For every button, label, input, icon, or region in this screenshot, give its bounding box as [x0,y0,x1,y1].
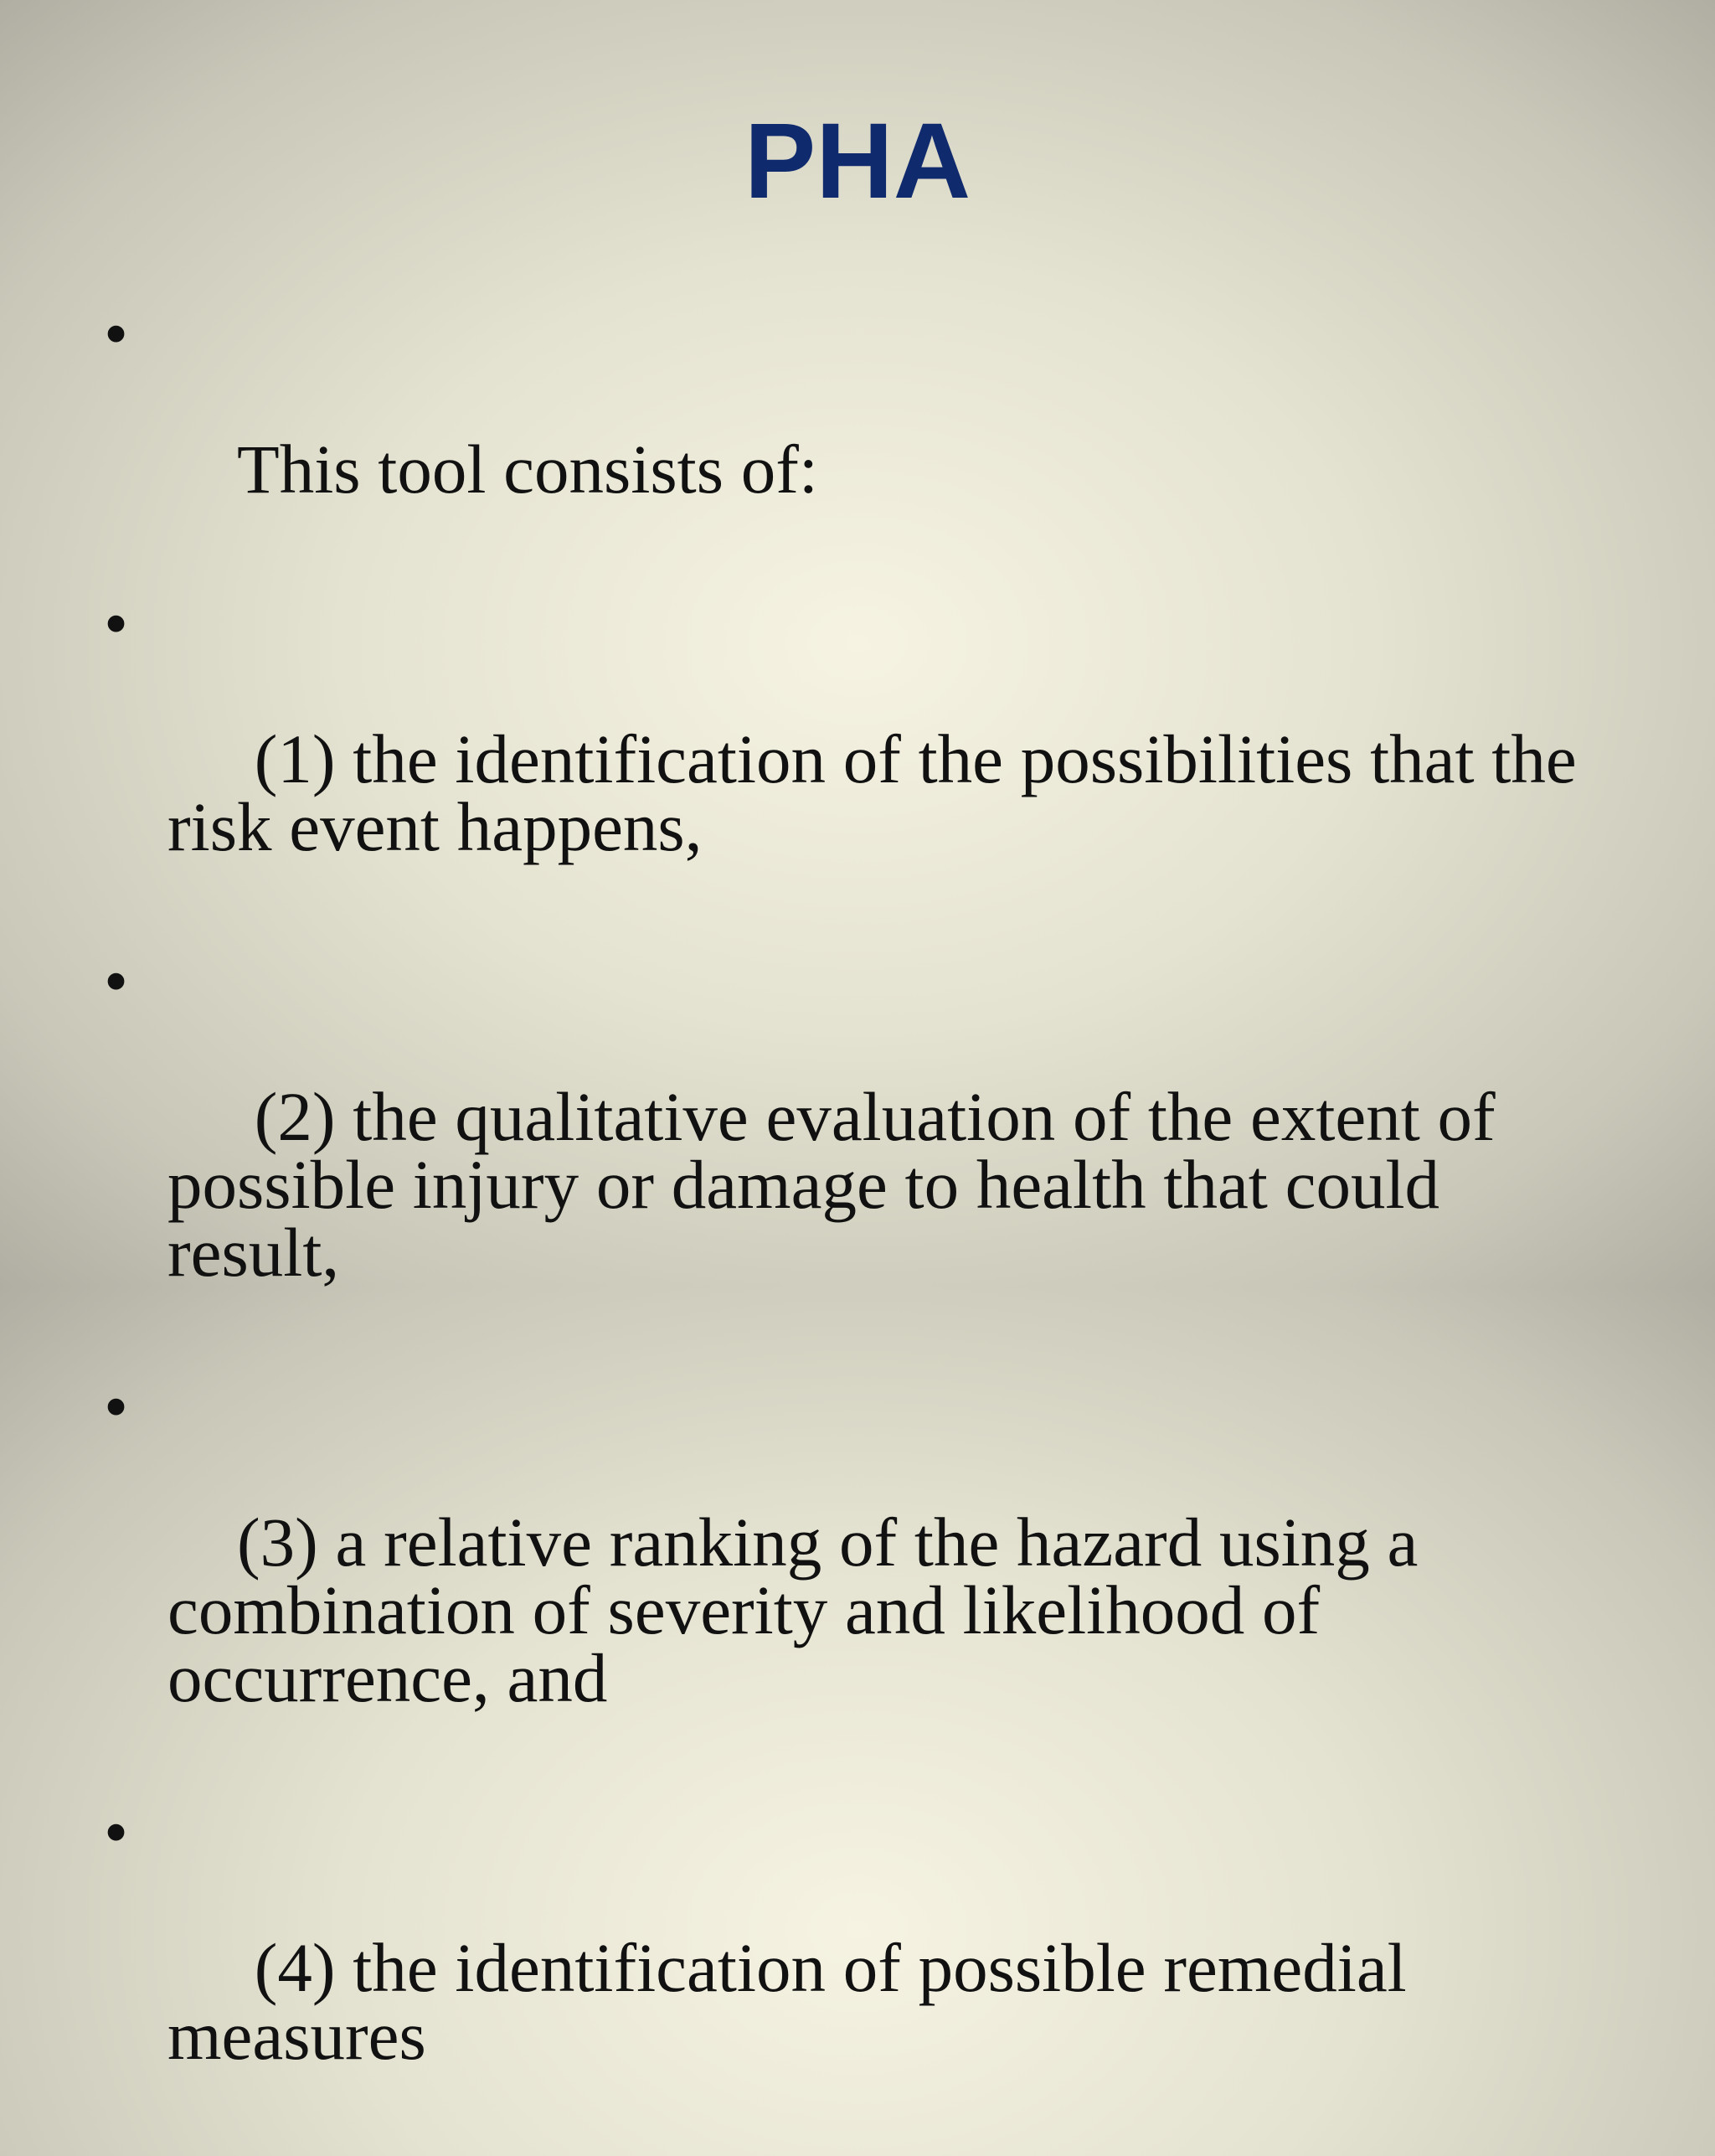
bullet-dot-icon: • [104,295,129,372]
bullet-item-intro [104,295,1611,571]
bullet-item-3 [104,1368,1611,1780]
bullet-dot-icon: • [104,942,129,1019]
bullet-item-2 [104,942,1611,1354]
bullet-item-1 [104,585,1611,929]
bullet-text: (3) a relative ranking of the hazard using a combination of severity and likelihood of occurrence, and [167,1504,1436,1716]
bullet-text: (1) the identification of the possibilities that the risk event happens, [167,720,1594,865]
bullet-item-4 [104,1793,1611,2138]
bullet-dot-icon: • [104,585,129,662]
slide-title: PHA [744,101,971,221]
bullet-text: This tool consists of: [237,431,818,508]
bullet-text: (2) the qualitative evaluation of the extent of possible injury or damage to health that could result, [167,1078,1513,1291]
bullet-dot-icon: • [104,1368,129,1445]
bullet-dot-icon: • [104,1793,129,1870]
bullet-text: (4) the identification of possible remedial measures [167,1929,1424,2074]
bullet-list [104,295,1611,2156]
